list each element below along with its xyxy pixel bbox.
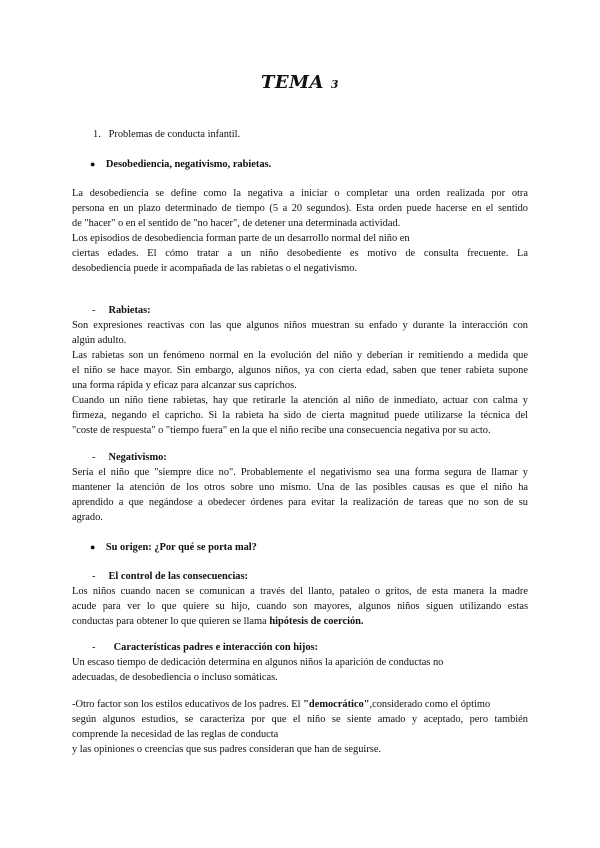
paragraph-line: Sería el niño que "siempre dice no". Probablemente el negativismo sea una forma segura de llamar y — [72, 467, 528, 478]
subheading-control — [92, 569, 548, 584]
paragraph-line: Las rabietas son un fenómeno normal en la evolución del niño y deberían ir remitiendo a medida que — [72, 350, 528, 361]
paragraph-line: mantener la atención de los otros sobre uno mismo. Una de las posibles causas es que el niño ha — [72, 482, 528, 493]
paragraph-line: ciertas edades. El cómo tratar a un niño desobediente es motivo de consulta frecuente. La — [72, 248, 528, 259]
text-run: -Otro factor son los estilos educativos de los padres. El — [72, 699, 304, 710]
dash: - — [92, 452, 96, 463]
paragraph-line — [72, 697, 528, 712]
paragraph-line: Son expresiones reactivas con las que algunos niños muestran su enfado y durante la interacción con — [72, 320, 528, 331]
paragraph-line: La desobediencia se define como la negativa a iniciar o completar una orden realizada por otra — [72, 188, 528, 199]
section-heading-text: Su origen: ¿Por qué se porta mal? — [105, 542, 257, 553]
bullet-icon: ● — [90, 159, 96, 169]
paragraph-line: una forma rápida y eficaz para alcanzar sus caprichos. — [72, 380, 297, 391]
subheading-text: Características padres e interacción con hijos: — [113, 642, 319, 653]
subheading-negativismo — [92, 450, 548, 465]
section-heading-text: Desobediencia, negativismo, rabietas. — [105, 159, 272, 170]
bullet-icon: ● — [90, 542, 96, 552]
paragraph-line: Los episodios de desobediencia forman parte de un desarrollo normal del niño en — [72, 233, 410, 244]
title-number: 3 — [330, 78, 339, 91]
page-title — [0, 72, 600, 93]
paragraph-line: aprendido a que negándose a obedecer órdenes para evitar la realización de tareas que no son de su — [72, 497, 528, 508]
paragraph-line — [72, 614, 528, 629]
dash: - — [92, 305, 96, 316]
text-run: ,considerado como el óptimo — [369, 699, 491, 710]
bold-term: "democrático" — [303, 699, 370, 710]
subheading-text: Rabietas: — [108, 305, 151, 316]
section-heading-origen — [90, 540, 546, 555]
subheading-caracteristicas — [92, 640, 548, 655]
section-heading-desobediencia — [90, 157, 546, 172]
paragraph-line: acude para ver lo que quiere su hijo, cuando son mayores, algunos niños siguen utilizando estas — [72, 601, 528, 612]
paragraph-line: "coste de respuesta" o "tiempo fuera" en la que el niño recibe una consecuencia negativa por su acto. — [72, 425, 491, 436]
paragraph-line: comprende la necesidad de las reglas de conducta — [72, 729, 279, 740]
list-number: 1. — [93, 129, 101, 140]
dash: - — [92, 642, 96, 653]
bold-term: hipótesis de coerción. — [269, 616, 364, 627]
list-text: Problemas de conducta infantil. — [108, 129, 241, 140]
paragraph-line: y las opiniones o creencias que sus padres consideran que han de seguirse. — [72, 744, 382, 755]
paragraph-line: Cuando un niño tiene rabietas, hay que retirarle la atención al niño de inmediato, actuar con calma y — [72, 395, 528, 406]
subheading-rabietas — [92, 303, 548, 318]
paragraph-line: según algunos estudios, se caracteriza por que el niño se siente amado y aceptado, pero también — [72, 714, 528, 725]
text-run: conductas para obtener lo que quieren se llama — [72, 616, 270, 627]
title-main: TEMA — [261, 72, 325, 93]
list-item-1 — [93, 127, 549, 142]
subheading-text: El control de las consecuencias: — [108, 571, 248, 582]
paragraph-line: agrado. — [72, 512, 103, 523]
paragraph-line: algún adulto. — [72, 335, 127, 346]
paragraph-line: firmeza, negando el capricho. Si la rabieta ha sido de cierta magnitud puede utilizarse la técnica del — [72, 410, 528, 421]
paragraph-line: Un escaso tiempo de dedicación determina en algunos niños la aparición de conductas no — [72, 657, 444, 668]
paragraph-line: de "hacer" o en el sentido de "no hacer", de detener una determinada actividad. — [72, 218, 401, 229]
paragraph-line: Los niños cuando nacen se comunican a través del llanto, pataleo o gritos, de esta manera la madre — [72, 586, 528, 597]
paragraph-line: persona en un plazo determinado de tiempo (5 a 20 segundos). Esta orden puede hacerse en el sentido — [72, 203, 528, 214]
paragraph-line: desobediencia puede ir acompañada de las rabietas o el negativismo. — [72, 263, 358, 274]
paragraph-line: adecuadas, de desobediencia o incluso somáticas. — [72, 672, 278, 683]
subheading-text: Negativismo: — [108, 452, 167, 463]
paragraph-line: el niño se hace mayor. Sin embargo, algunos niños, ya con cierta edad, saben que tener rabieta supone — [72, 365, 528, 376]
dash: - — [92, 571, 96, 582]
